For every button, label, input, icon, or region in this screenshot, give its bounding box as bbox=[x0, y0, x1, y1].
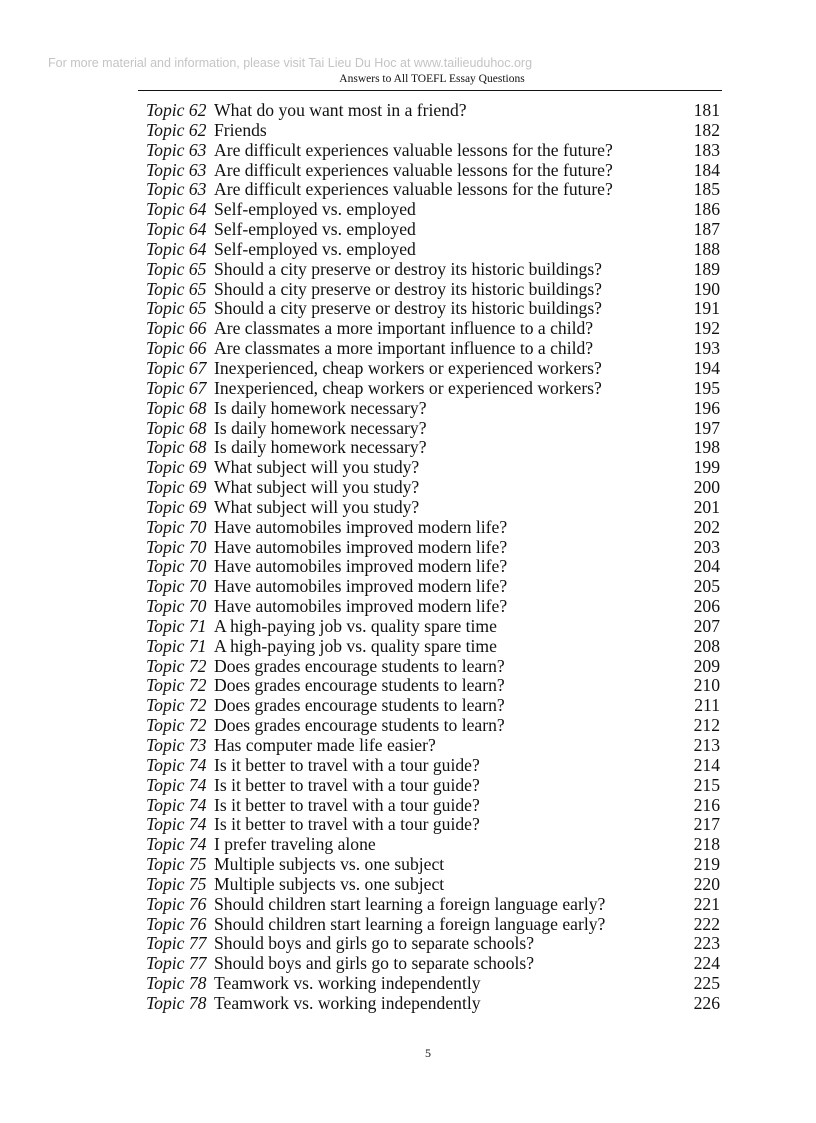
toc-topic-label: Topic 78 bbox=[146, 992, 207, 1013]
toc-entry-title: Does grades encourage students to learn? bbox=[214, 676, 505, 696]
toc-page-number: 222 bbox=[693, 913, 720, 934]
toc-entry-title: Should a city preserve or destroy its historic buildings? bbox=[214, 259, 602, 279]
toc-entry bbox=[146, 557, 720, 577]
toc-entry bbox=[146, 299, 720, 319]
toc-page-number: 187 bbox=[693, 219, 720, 240]
toc-entry-title: Should children start learning a foreign language early? bbox=[214, 914, 606, 934]
toc-entry-title: Teamwork vs. working independently bbox=[214, 993, 481, 1013]
toc-entry bbox=[146, 220, 720, 240]
toc-page-number: 213 bbox=[693, 735, 720, 755]
toc-topic-label: Topic 70 bbox=[146, 536, 207, 557]
toc-topic-label: Topic 74 bbox=[146, 754, 207, 775]
toc-page-number: 200 bbox=[693, 477, 720, 498]
toc-entry bbox=[146, 776, 720, 796]
toc-topic-label: Topic 72 bbox=[146, 655, 207, 676]
toc-entry bbox=[146, 815, 720, 835]
toc-entry bbox=[146, 855, 720, 875]
toc-topic-label: Topic 74 bbox=[146, 814, 207, 835]
toc-entry-title: Have automobiles improved modern life? bbox=[214, 577, 508, 597]
toc-page-number: 202 bbox=[693, 516, 720, 537]
toc-entry-title: Multiple subjects vs. one subject bbox=[214, 874, 445, 894]
toc-topic-label: Topic 63 bbox=[146, 159, 207, 180]
toc-entry bbox=[146, 498, 720, 518]
toc-entry-title: Should a city preserve or destroy its historic buildings? bbox=[214, 279, 602, 299]
toc-entry-title: What subject will you study? bbox=[214, 497, 420, 517]
toc-entry bbox=[146, 934, 720, 954]
toc-entry bbox=[146, 200, 720, 220]
toc-entry bbox=[146, 438, 720, 458]
toc-entry-title: Are classmates a more important influence to a child? bbox=[214, 319, 594, 339]
toc-topic-label: Topic 70 bbox=[146, 576, 207, 597]
toc-page-number: 204 bbox=[693, 556, 720, 577]
toc-page-number: 212 bbox=[693, 715, 720, 736]
toc-entry bbox=[146, 696, 720, 716]
toc-entry-title: Is it better to travel with a tour guide? bbox=[214, 775, 480, 795]
toc-topic-label: Topic 69 bbox=[146, 477, 207, 498]
toc-entry-title: Does grades encourage students to learn? bbox=[214, 656, 505, 676]
toc-page-number: 223 bbox=[693, 933, 720, 954]
page-number: 5 bbox=[425, 1046, 431, 1060]
toc-entry bbox=[146, 597, 720, 617]
toc-page-number: 192 bbox=[693, 318, 720, 339]
toc-entry bbox=[146, 180, 720, 200]
toc-entry-title: Does grades encourage students to learn? bbox=[214, 716, 505, 736]
toc-entry-title: Are difficult experiences valuable lessons for the future? bbox=[214, 140, 613, 160]
toc-page-number: 182 bbox=[693, 119, 720, 140]
toc-entry-title: Is daily homework necessary? bbox=[214, 438, 427, 458]
toc-page-number: 189 bbox=[693, 258, 720, 279]
toc-topic-label: Topic 66 bbox=[146, 318, 207, 339]
toc-topic-label: Topic 76 bbox=[146, 913, 207, 934]
toc-topic-label: Topic 76 bbox=[146, 893, 207, 914]
toc-page-number: 190 bbox=[693, 278, 720, 299]
toc-entry bbox=[146, 161, 720, 181]
toc-entry-title: Is daily homework necessary? bbox=[214, 418, 427, 438]
toc-topic-label: Topic 62 bbox=[146, 100, 207, 120]
toc-entry-title: Are classmates a more important influence to a child? bbox=[214, 339, 594, 359]
toc-entry-title: Should boys and girls go to separate schools? bbox=[214, 934, 535, 954]
toc-entry bbox=[146, 796, 720, 816]
toc-entry-title: Are difficult experiences valuable lessons for the future? bbox=[214, 180, 613, 200]
toc-topic-label: Topic 68 bbox=[146, 417, 207, 438]
toc-page-number: 216 bbox=[693, 794, 720, 815]
toc-topic-label: Topic 74 bbox=[146, 794, 207, 815]
toc-entry bbox=[146, 756, 720, 776]
toc-page-number: 218 bbox=[693, 834, 720, 855]
toc-page-number: 210 bbox=[693, 675, 720, 696]
toc-page-number: 206 bbox=[693, 596, 720, 617]
toc-entry bbox=[146, 994, 720, 1014]
toc-topic-label: Topic 67 bbox=[146, 357, 207, 378]
toc-topic-label: Topic 73 bbox=[146, 735, 207, 755]
toc-topic-label: Topic 77 bbox=[146, 953, 207, 974]
toc-entry bbox=[146, 280, 720, 300]
toc-entry bbox=[146, 617, 720, 637]
toc-entry-title: Is it better to travel with a tour guide? bbox=[214, 795, 480, 815]
toc-entry bbox=[146, 478, 720, 498]
toc-entry-title: Is it better to travel with a tour guide? bbox=[214, 815, 480, 835]
toc-entry bbox=[146, 637, 720, 657]
toc-entry bbox=[146, 954, 720, 974]
toc-entry bbox=[146, 240, 720, 260]
toc-entry-title: Self-employed vs. employed bbox=[214, 200, 416, 220]
toc-entry bbox=[146, 895, 720, 915]
toc-entry bbox=[146, 676, 720, 696]
toc-page-number: 188 bbox=[693, 238, 720, 259]
toc-entry bbox=[146, 835, 720, 855]
toc-entry bbox=[146, 458, 720, 478]
toc-entry-title: Have automobiles improved modern life? bbox=[214, 557, 508, 577]
toc-page-number: 183 bbox=[693, 139, 720, 160]
toc-entry bbox=[146, 736, 720, 756]
toc-entry-title: I prefer traveling alone bbox=[214, 835, 376, 855]
toc-page-number: 201 bbox=[693, 496, 720, 517]
toc-entry-title: Have automobiles improved modern life? bbox=[214, 517, 508, 537]
toc-page-number: 198 bbox=[693, 437, 720, 458]
toc-entry-title: Does grades encourage students to learn? bbox=[214, 696, 505, 716]
toc-topic-label: Topic 71 bbox=[146, 615, 207, 636]
toc-topic-label: Topic 74 bbox=[146, 774, 207, 795]
toc-page-number: 181 bbox=[693, 100, 720, 120]
toc-entry bbox=[146, 538, 720, 558]
toc-page-number: 193 bbox=[693, 338, 720, 359]
toc-topic-label: Topic 65 bbox=[146, 298, 207, 319]
toc-entry bbox=[146, 101, 720, 121]
toc-page-number: 214 bbox=[693, 754, 720, 775]
toc-entry bbox=[146, 379, 720, 399]
toc-entry-title: Has computer made life easier? bbox=[214, 736, 436, 755]
toc-topic-label: Topic 63 bbox=[146, 179, 207, 200]
toc-page-number: 209 bbox=[693, 655, 720, 676]
toc-page-number: 184 bbox=[693, 159, 720, 180]
toc-entry bbox=[146, 915, 720, 935]
toc-page-number: 219 bbox=[693, 854, 720, 875]
toc-entry-title: What subject will you study? bbox=[214, 458, 420, 478]
toc-topic-label: Topic 64 bbox=[146, 199, 207, 220]
watermark-text: For more material and information, please visit Tai Lieu Du Hoc at www.tailieuduhoc.org bbox=[48, 56, 533, 70]
toc-topic-label: Topic 70 bbox=[146, 516, 207, 537]
toc-entry-title: A high-paying job vs. quality spare time bbox=[214, 616, 497, 636]
toc-entry-title: Inexperienced, cheap workers or experienced workers? bbox=[214, 378, 602, 398]
toc-entry bbox=[146, 657, 720, 677]
toc-topic-label: Topic 64 bbox=[146, 219, 207, 240]
toc-entry bbox=[146, 399, 720, 419]
toc-entry-title: Is it better to travel with a tour guide? bbox=[214, 755, 480, 775]
toc-page-number: 220 bbox=[693, 873, 720, 894]
toc-page-number: 186 bbox=[693, 199, 720, 220]
toc-topic-label: Topic 69 bbox=[146, 457, 207, 478]
toc-entry-title: Is daily homework necessary? bbox=[214, 398, 427, 418]
running-head: Answers to All TOEFL Essay Questions bbox=[339, 73, 525, 85]
toc-entry bbox=[146, 716, 720, 736]
toc-entry-title: Multiple subjects vs. one subject bbox=[214, 855, 445, 875]
toc-page-number: 225 bbox=[693, 973, 720, 994]
toc-entry bbox=[146, 319, 720, 339]
toc-entry bbox=[146, 875, 720, 895]
toc-topic-label: Topic 64 bbox=[146, 238, 207, 259]
toc-topic-label: Topic 71 bbox=[146, 635, 207, 656]
toc-topic-label: Topic 72 bbox=[146, 675, 207, 696]
toc-page-number: 196 bbox=[693, 397, 720, 418]
toc-entry bbox=[146, 121, 720, 141]
toc-entry-title: Self-employed vs. employed bbox=[214, 239, 416, 259]
toc-entry-title: Should boys and girls go to separate schools? bbox=[214, 954, 535, 974]
toc-page-number: 211 bbox=[694, 695, 720, 716]
toc-topic-label: Topic 70 bbox=[146, 556, 207, 577]
toc-topic-label: Topic 67 bbox=[146, 377, 207, 398]
toc-entry-title: Friends bbox=[214, 120, 267, 140]
toc-topic-label: Topic 72 bbox=[146, 695, 207, 716]
toc-page-number: 205 bbox=[693, 576, 720, 597]
toc-page-number: 195 bbox=[693, 377, 720, 398]
toc-topic-label: Topic 75 bbox=[146, 854, 207, 875]
toc-page-number: 185 bbox=[693, 179, 720, 200]
toc-page-number: 221 bbox=[693, 893, 720, 914]
toc-page-number: 194 bbox=[693, 357, 720, 378]
toc-topic-label: Topic 68 bbox=[146, 397, 207, 418]
toc-entry-title: What subject will you study? bbox=[214, 478, 420, 498]
toc-topic-label: Topic 66 bbox=[146, 338, 207, 359]
toc-entry-title: Inexperienced, cheap workers or experienced workers? bbox=[214, 358, 602, 378]
toc-page-number: 226 bbox=[693, 992, 720, 1013]
table-of-contents bbox=[146, 101, 720, 1014]
toc-page-number: 191 bbox=[693, 298, 720, 319]
toc-page-number: 203 bbox=[693, 536, 720, 557]
toc-entry bbox=[146, 518, 720, 538]
toc-entry-title: Self-employed vs. employed bbox=[214, 220, 416, 240]
toc-entry bbox=[146, 339, 720, 359]
toc-entry bbox=[146, 577, 720, 597]
toc-entry bbox=[146, 260, 720, 280]
toc-topic-label: Topic 70 bbox=[146, 596, 207, 617]
toc-page-number: 199 bbox=[693, 457, 720, 478]
toc-entry bbox=[146, 974, 720, 994]
toc-topic-label: Topic 69 bbox=[146, 496, 207, 517]
header-divider bbox=[138, 90, 722, 91]
toc-entry-title: Should a city preserve or destroy its historic buildings? bbox=[214, 299, 602, 319]
toc-topic-label: Topic 74 bbox=[146, 834, 207, 855]
toc-topic-label: Topic 62 bbox=[146, 119, 207, 140]
toc-page-number: 215 bbox=[693, 774, 720, 795]
toc-topic-label: Topic 77 bbox=[146, 933, 207, 954]
toc-entry-title: Have automobiles improved modern life? bbox=[214, 537, 508, 557]
toc-entry-title: Are difficult experiences valuable lessons for the future? bbox=[214, 160, 613, 180]
toc-entry-title: What do you want most in a friend? bbox=[214, 101, 467, 120]
toc-entry bbox=[146, 419, 720, 439]
toc-page-number: 197 bbox=[693, 417, 720, 438]
toc-entry-title: A high-paying job vs. quality spare time bbox=[214, 636, 497, 656]
toc-topic-label: Topic 65 bbox=[146, 258, 207, 279]
toc-topic-label: Topic 63 bbox=[146, 139, 207, 160]
toc-entry bbox=[146, 359, 720, 379]
toc-entry-title: Teamwork vs. working independently bbox=[214, 974, 481, 994]
toc-page-number: 217 bbox=[693, 814, 720, 835]
toc-page-number: 208 bbox=[693, 635, 720, 656]
toc-topic-label: Topic 68 bbox=[146, 437, 207, 458]
toc-topic-label: Topic 65 bbox=[146, 278, 207, 299]
toc-topic-label: Topic 75 bbox=[146, 873, 207, 894]
toc-entry bbox=[146, 141, 720, 161]
toc-entry-title: Have automobiles improved modern life? bbox=[214, 597, 508, 617]
toc-topic-label: Topic 72 bbox=[146, 715, 207, 736]
toc-entry-title: Should children start learning a foreign language early? bbox=[214, 894, 606, 914]
toc-topic-label: Topic 78 bbox=[146, 973, 207, 994]
toc-page-number: 224 bbox=[693, 953, 720, 974]
toc-page-number: 207 bbox=[693, 615, 720, 636]
